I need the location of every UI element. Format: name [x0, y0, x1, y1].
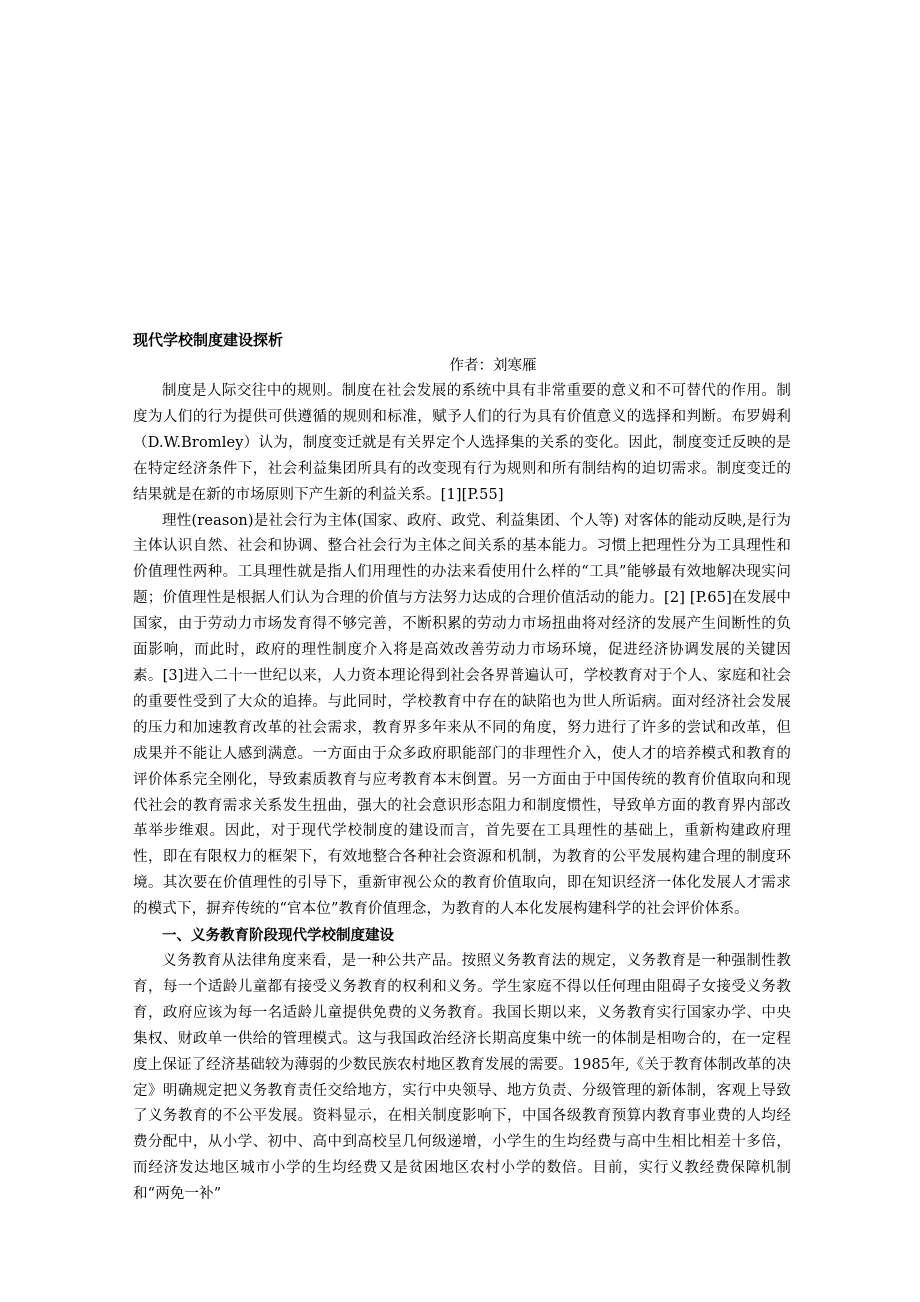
body-paragraph-reason: 理性(reason)是社会行为主体(国家、政府、政党、利益集团、个人等) 对客体的能动反映,是行为主体认识自然、社会和协调、整合社会行为主体之间关系的基本能力。习惯上把理性分为工具理性和价值理性两种。工具理性就是指人们用理性的办法来看使用什么样的“工具”能够最有效地解决现实问题；价值理性是根据人们认为合理的价值与方法努力达成的合理价值活动的能力。[2] [P.65]在发展中国家，由于劳动力市场发育得不够完善，不断积累的劳动力市场扭曲将对经济的发展产生间断性的负面影响，而此时，政府的理性制度介入将是高效改善劳动力市场环境，促进经济协调发展的关键因素。[3]进入二十一世纪以来，人力资本理论得到社会各界普遍认可，学校教育对于个人、家庭和社会的重要性受到了大众的追捧。与此同时，学校教育中存在的缺陷也为世人所诟病。面对经济社会发展的压力和加速教育改革的社会需求，教育界多年来从不同的角度，努力进行了许多的尝试和改革，但成果并不能让人感到满意。一方面由于众多政府职能部门的非理性介入，使人才的培养模式和教育的评价体系完全刚化，导致素质教育与应考教育本末倒置。另一方面由于中国传统的教育价值取向和现代社会的教育需求关系发生扭曲，强大的社会意识形态阻力和制度惯性，导致单方面的教育界内部改革举步维艰。因此，对于现代学校制度的建设而言，首先要在工具理性的基础上，重新构建政府理性，即在有限权力的框架下，有效地整合各种社会资源和机制，为教育的公平发展构建合理的制度环境。其次要在价值理性的引导下，重新审视公众的教育价值取向，即在知识经济一体化发展人才需求的模式下，摒弃传统的“官本位”教育价值理念，为教育的人本化发展构建科学的社会评价体系。 [133, 512, 791, 918]
section-heading-compulsory-education: 一、义务教育阶段现代学校制度建设 [162, 928, 394, 945]
article-title: 现代学校制度建设探析 [133, 331, 284, 349]
body-paragraph-compulsory-education: 义务教育从法律角度来看，是一种公共产品。按照义务教育法的规定，义务教育是一种强制性教育，每一个适龄儿童都有接受义务教育的权利和义务。学生家庭不得以任何理由阻碍子女接受义务教育，政府应该为每一名适龄儿童提供免费的义务教育。我国长期以来，义务教育实行国家办学、中央集权、财政单一供给的管理模式。这与我国政治经济长期高度集中统一的体制是相吻合的，在一定程度上保证了经济基础较为薄弱的少数民族农村地区教育发展的需要。1985年,《关于教育体制改革的决定》明确规定把义务教育责任交给地方，实行中央领导、地方负责、分级管理的新体制，客观上导致了义务教育的不公平发展。资料显示，在相关制度影响下，中国各级教育预算内教育事业费的人均经费分配中，从小学、初中、高中到高校呈几何级递增，小学生的生均经费与高中生相比相差十多倍，而经济发达地区城市小学的生均经费又是贫困地区农村小学的数倍。目前，实行义教经费保障机制和“两免一补” [133, 953, 791, 1203]
article-author: 作者：刘寒雁 [449, 358, 537, 374]
document-page [133, 327, 791, 1208]
body-paragraph-institution: 制度是人际交往中的规则。制度在社会发展的系统中具有非常重要的意义和不可替代的作用。制度为人们的行为提供可供遵循的规则和标准，赋予人们的行为具有价值意义的选择和判断。布罗姆利（D.W.Bromley）认为，制度变迁就是有关界定个人选择集的关系的变化。因此，制度变迁反映的是在特定经济条件下，社会利益集团所具有的改变现有行为规则和所有制结构的迫切需求。制度变迁的结果就是在新的市场原则下产生新的利益关系。[1][P.55] [133, 383, 791, 503]
